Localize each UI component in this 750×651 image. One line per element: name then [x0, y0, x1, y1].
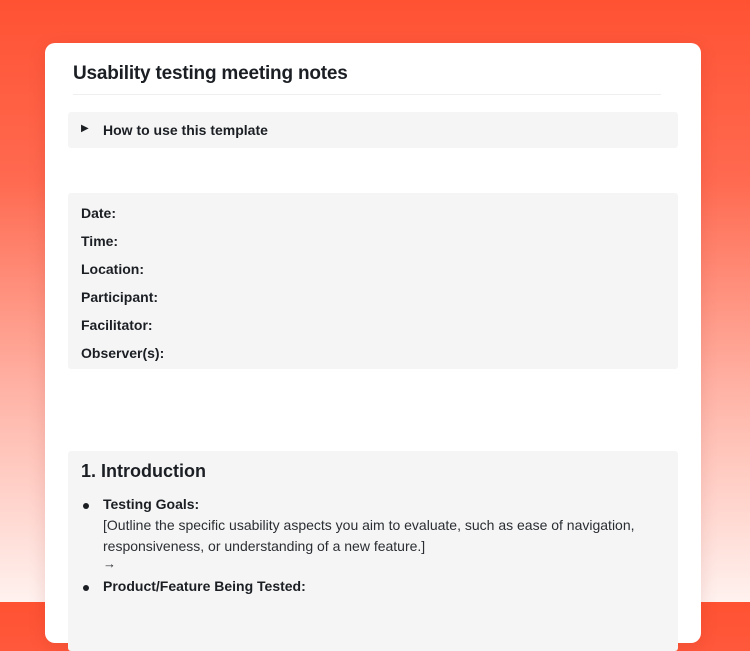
product-feature-title: Product/Feature Being Tested:: [103, 578, 306, 594]
bullet-icon: [83, 585, 89, 591]
how-to-use-toggle[interactable]: [68, 112, 678, 148]
info-field-date: Date:: [81, 205, 117, 221]
document-card: [45, 43, 701, 643]
info-field-time: Time:: [81, 233, 119, 249]
arrow-right-icon: →: [103, 556, 116, 571]
info-field-location: Location:: [81, 261, 144, 277]
introduction-heading: 1. Introduction: [81, 461, 206, 481]
testing-goals-description[interactable]: [Outline the specific usability aspects you aim to evaluate, such as ease of navigation, responsiveness, or understanding of a new feature.]: [103, 517, 635, 554]
page-title: Usability testing meeting notes: [73, 63, 348, 84]
info-field-observers: Observer(s):: [81, 345, 165, 361]
info-field-participant: Participant:: [81, 289, 159, 305]
meeting-info-panel: [68, 193, 678, 369]
triangle-right-icon[interactable]: ▶: [81, 123, 89, 134]
toggle-label: How to use this template: [103, 122, 268, 138]
testing-goals-title: Testing Goals:: [103, 496, 200, 512]
title-divider: [73, 94, 661, 95]
bullet-icon: [83, 503, 89, 509]
info-field-facilitator: Facilitator:: [81, 317, 153, 333]
introduction-section: [68, 451, 678, 651]
